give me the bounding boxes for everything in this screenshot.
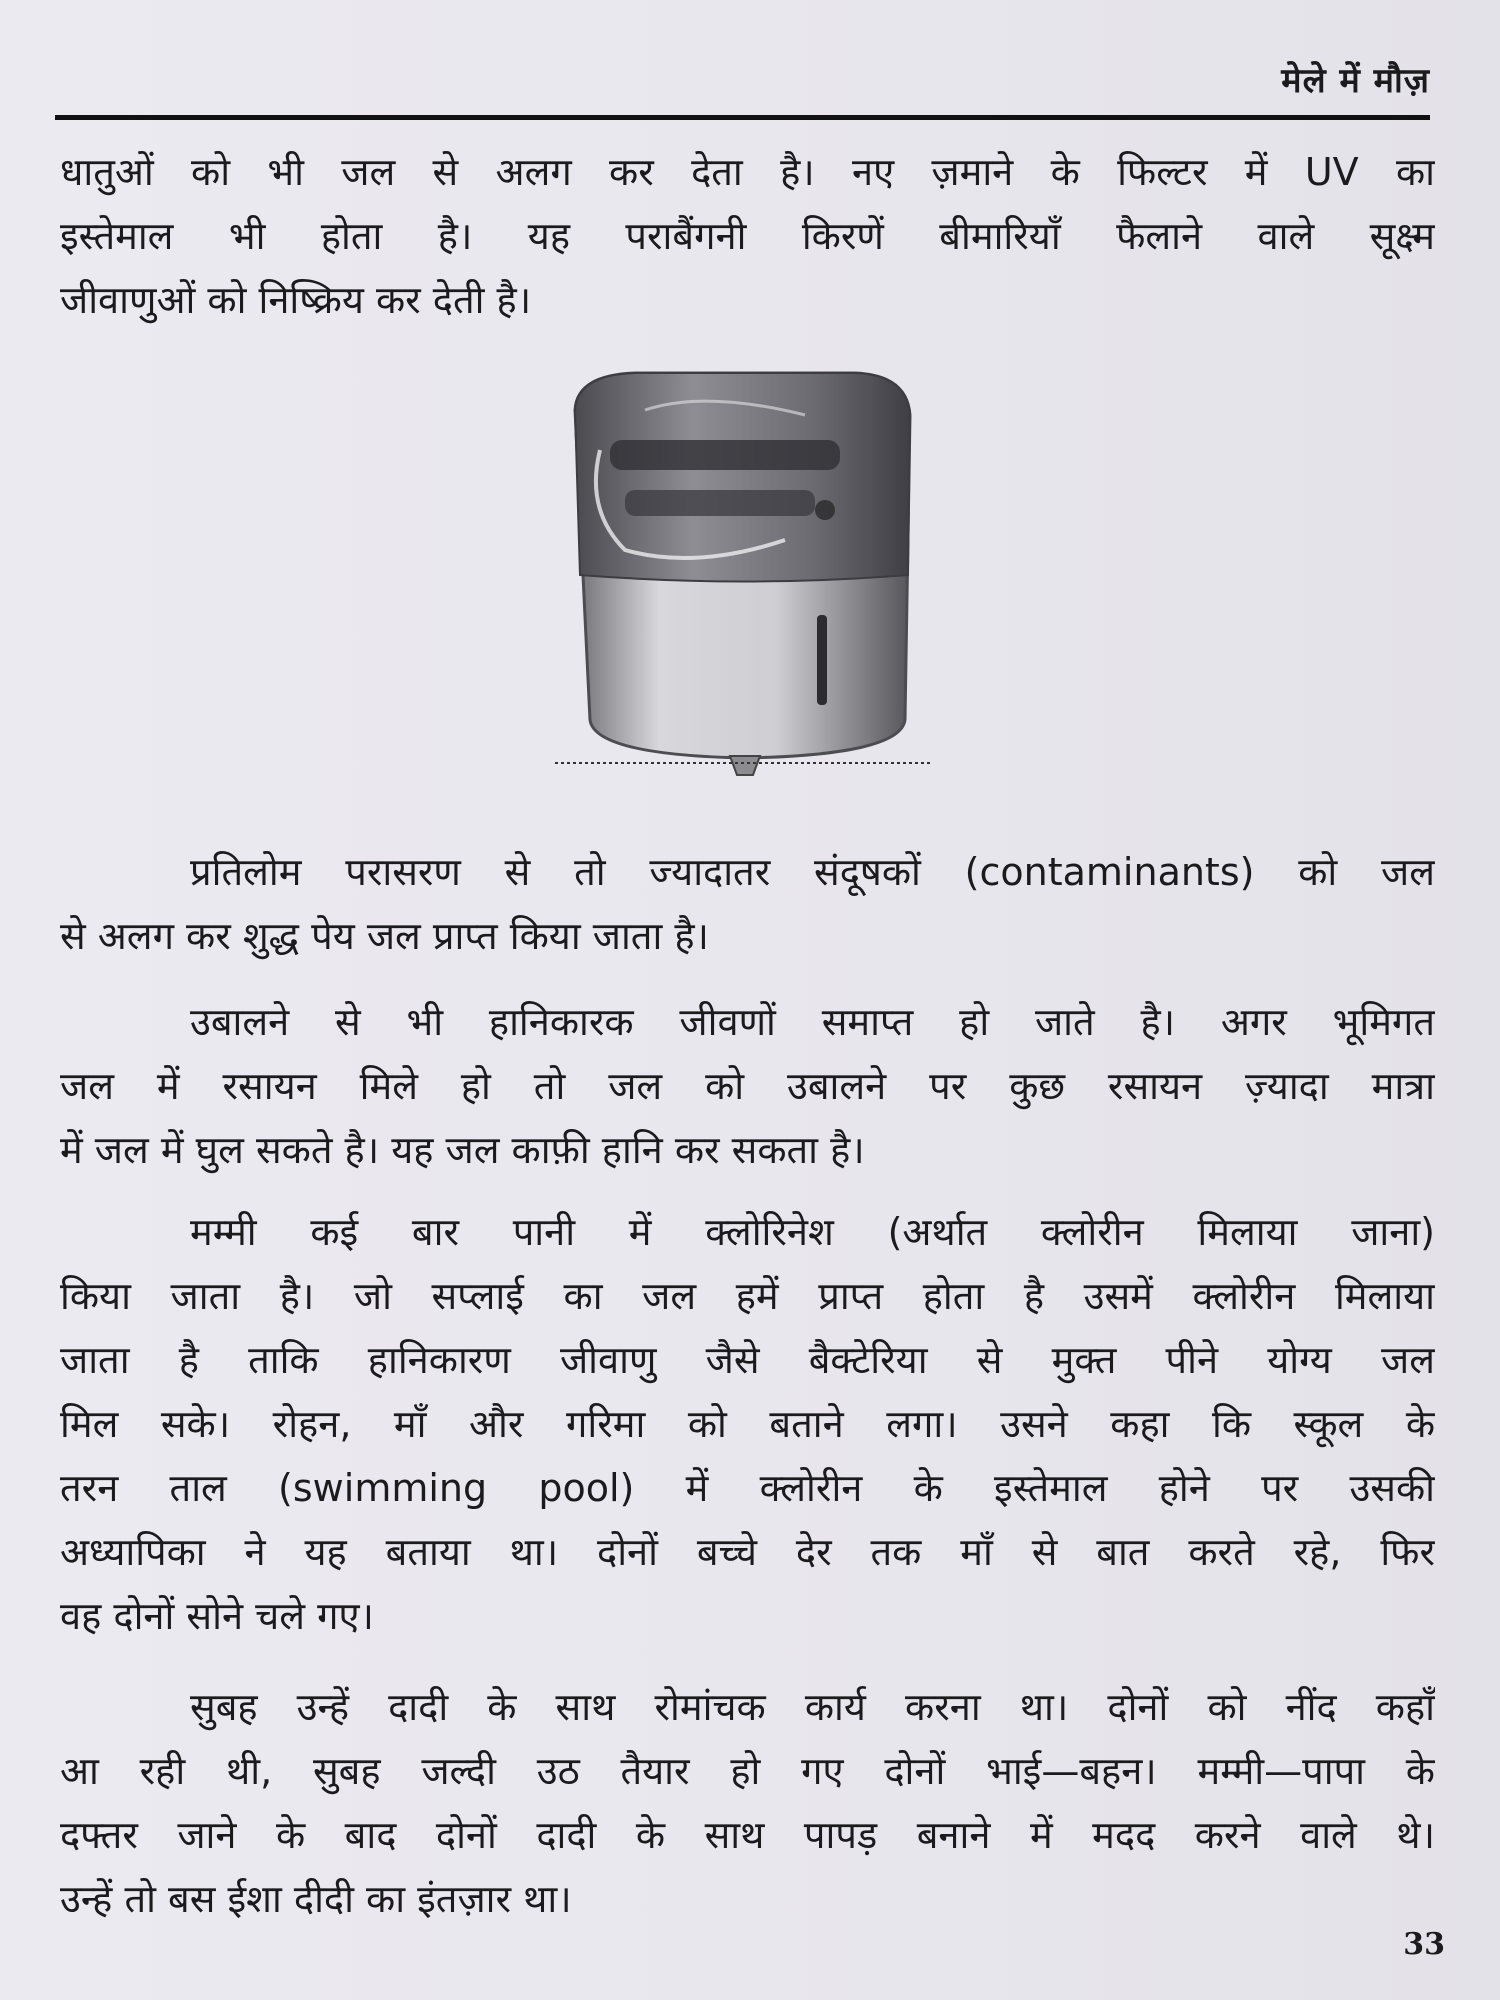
chapter-title: मेले में मौज़	[1281, 61, 1430, 101]
page-number: 33	[1403, 1927, 1445, 1962]
paragraph-boiling	[60, 990, 1435, 1182]
text-line: जीवाणुओं को निष्क्रिय कर देती है।	[60, 278, 532, 322]
text-line: उबालने से भी हानिकारक जीवणों समाप्त हो जाते है। अगर भूमिगत	[190, 1000, 1435, 1044]
text-line: इस्तेमाल भी होता है। यह पराबैंगनी किरणें बीमारियाँ फैलाने वाले सूक्ष्म	[60, 214, 1435, 258]
water-purifier-figure	[555, 370, 935, 780]
text-line: जल में रसायन मिले हो तो जल को उबालने पर कुछ रसायन ज़्यादा मात्रा	[60, 1064, 1435, 1108]
text-line: मिल सके। रोहन, माँ और गरिमा को बताने लगा। उसने कहा कि स्कूल के	[60, 1402, 1435, 1446]
text-line: तरन ताल (swimming pool) में क्लोरीन के इस्तेमाल होने पर उसकी	[60, 1466, 1435, 1510]
text-line: उन्हें तो बस ईशा दीदी का इंतज़ार था।	[60, 1877, 572, 1921]
paragraph-chlorination	[60, 1200, 1435, 1648]
text-line: धातुओं को भी जल से अलग कर देता है। नए ज़माने के फिल्टर में UV का	[60, 150, 1435, 194]
text-line: जाता है ताकि हानिकारण जीवाणु जैसे बैक्टेरिया से मुक्त पीने योग्य जल	[60, 1338, 1435, 1382]
text-line: में जल में घुल सकते है। यह जल काफ़ी हानि कर सकता है।	[60, 1128, 865, 1172]
header-divider	[55, 115, 1430, 120]
running-header	[55, 50, 1430, 120]
text-line: मम्मी कई बार पानी में क्लोरिनेश (अर्थात क्लोरीन मिलाया जाना)	[190, 1210, 1435, 1254]
paragraph-uv-filter	[60, 140, 1435, 332]
text-line: से अलग कर शुद्ध पेय जल प्राप्त किया जाता है।	[60, 914, 709, 958]
text-line: अध्यापिका ने यह बताया था। दोनों बच्चे देर तक माँ से बात करते रहे, फिर	[60, 1530, 1435, 1574]
text-line: प्रतिलोम परासरण से तो ज्यादातर संदूषकों (contaminants) को जल	[190, 850, 1435, 894]
text-line: सुबह उन्हें दादी के साथ रोमांचक कार्य करना था। दोनों को नींद कहाँ	[190, 1685, 1435, 1729]
text-line: आ रही थी, सुबह जल्दी उठ तैयार हो गए दोनों भाई—बहन। मम्मी—पापा के	[60, 1749, 1435, 1793]
text-line: किया जाता है। जो सप्लाई का जल हमें प्राप्त होता है उसमें क्लोरीन मिलाया	[60, 1274, 1435, 1318]
paragraph-reverse-osmosis	[60, 840, 1435, 968]
water-purifier-illustration-icon	[555, 370, 935, 780]
text-line: वह दोनों सोने चले गए।	[60, 1594, 374, 1638]
text-line: दफ्तर जाने के बाद दोनों दादी के साथ पापड़ बनाने में मदद करने वाले थे।	[60, 1813, 1435, 1857]
paragraph-morning	[60, 1675, 1435, 1931]
